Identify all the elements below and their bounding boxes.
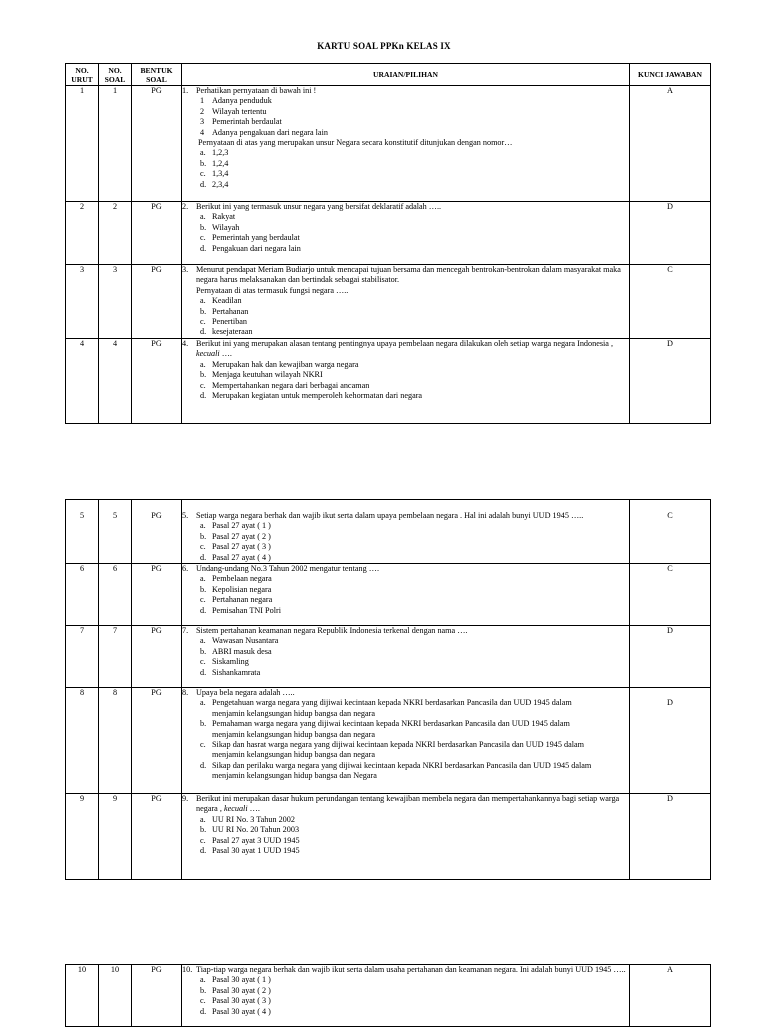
question-cell — [182, 86, 630, 202]
option-item-cont: menjamin kelangsungan hidup bangsa dan negara — [212, 750, 376, 760]
option-item: d. 2,3,4 — [200, 179, 229, 189]
question-text: Perhatikan pernyataan di bawah ini ! — [196, 86, 317, 95]
no-soal-cell: 7 — [99, 626, 132, 688]
option-item: a. Pembelaan negara — [200, 574, 272, 584]
option-item: c. Pasal 27 ayat 3 UUD 1945 — [200, 835, 300, 845]
option-item: d. Merupakan kegiatan untuk memperoleh kehormatan dari negara — [200, 391, 423, 401]
question-text: Undang-undang No.3 Tahun 2002 mengatur tentang …. — [196, 564, 380, 574]
no-urut-cell: 1 — [66, 86, 99, 202]
no-urut-cell: 3 — [66, 265, 99, 339]
option-item: d. Pasal 30 ayat ( 4 ) — [200, 1006, 271, 1016]
option-item: c. 1,3,4 — [200, 169, 229, 179]
question-note: Pernyataan di atas yang merupakan unsur Negara secara konstitutif ditunjukan dengan nomor… — [198, 138, 513, 148]
statement-item: 4 Adanya pengakuan dari negara lain — [200, 127, 328, 137]
question-cell: 4. Berikut ini yang merupakan alasan tentang pentingnya upaya pembelaan negara dilakukan oleh setiap warga negara Indonesia , kecuali …. a. Merupakan hak dan kewajiban warga negara b. Menjaga keutuhan wilayah NKRI c. Mempertahankan negara dari berbagai ancaman d. Merupakan kegiatan untuk memperoleh kehormatan dari negara — [182, 339, 630, 424]
no-soal-cell: 10 — [99, 965, 132, 1027]
option-item-cont: menjamin kelangsungan hidup bangsa dan negara — [212, 708, 376, 718]
no-urut-cell: 8 — [66, 688, 99, 794]
option-item: a. Merupakan hak dan kewajiban warga negara — [200, 359, 359, 369]
question-number: 5. — [182, 511, 189, 520]
bentuk-soal-cell: PG — [132, 965, 182, 1027]
no-urut-cell: 6 — [66, 564, 99, 626]
table-row — [66, 202, 711, 265]
question-text: Upaya bela negara adalah ….. — [196, 688, 295, 698]
question-text: Setiap warga negara berhak dan wajib ikut serta dalam upaya pembelaan negara . Hal ini adalah bunyi UUD 1945 ….. — [196, 511, 584, 520]
no-soal-cell: 1 — [99, 86, 132, 202]
answer-key-cell: C — [630, 500, 711, 564]
no-urut-cell: 10 — [66, 965, 99, 1027]
question-text: Berikut ini merupakan dasar hukum perundangan tentang kewajiban membela negara dan mempertahankannya bagi setiap warga negara , — [196, 794, 620, 814]
option-item: d. Sikap dan perilaku warga negara yang dijiwai kecintaan kepada NKRI berdasarkan Pancasila dan UUD 1945 dalam — [200, 760, 592, 770]
answer-key-cell: D — [630, 339, 711, 424]
option-item: c. Pemerintah yang berdaulat — [200, 233, 300, 243]
header-no-urut: NO. URUT — [66, 64, 99, 86]
option-item: d. Pasal 27 ayat ( 4 ) — [200, 552, 271, 562]
option-item: a. 1,2,3 — [200, 148, 229, 158]
option-item: d. Pengakuan dari negara lain — [200, 243, 301, 253]
no-urut-cell: 2 — [66, 202, 99, 265]
no-urut-cell: 9 — [66, 794, 99, 880]
no-urut-cell: 7 — [66, 626, 99, 688]
no-soal-cell: 3 — [99, 265, 132, 339]
question-number: 3. — [182, 265, 189, 274]
option-item: b. Wilayah — [200, 222, 240, 232]
option-item: b. Kepolisian negara — [200, 584, 272, 594]
bentuk-soal-cell: PG — [132, 86, 182, 202]
question-text: Menurut pendapat Meriam Budiarjo untuk mencapai tujuan bersama dan mencegah bentrokan-bentrokan dalam masyarakat maka negara harus melaksanakan dan bertindak sebagai stabilisator. — [196, 265, 621, 285]
no-soal-cell: 9 — [99, 794, 132, 880]
option-item: b. Pertahanan — [200, 306, 249, 316]
question-number: 1. — [182, 86, 189, 95]
option-item: c. Penertiban — [200, 317, 248, 327]
table-row — [66, 688, 711, 794]
statement-item: 2 Wilayah tertentu — [200, 106, 267, 116]
option-item-cont: menjamin kelangsungan hidup bangsa dan Negara — [212, 771, 377, 781]
question-number: 7. — [182, 626, 189, 636]
question-cell: 9. Berikut ini merupakan dasar hukum perundangan tentang kewajiban membela negara dan mempertahankannya bagi setiap warga negara , kecuali …. a. UU RI No. 3 Tahun 2002 b. UU RI No. 20 Tahun 2003 c. Pasal 27 ayat 3 UUD 1945 d. Pasal 30 ayat 1 UUD 1945 — [182, 794, 630, 880]
option-item: b. 1,2,4 — [200, 158, 229, 168]
question-cell — [182, 500, 630, 564]
question-table-2 — [65, 499, 711, 880]
option-item: a. UU RI No. 3 Tahun 2002 — [200, 814, 295, 824]
table-row — [66, 265, 711, 339]
table-row — [66, 339, 711, 424]
option-item: a. Keadilan — [200, 296, 242, 306]
option-item: d. Sishankamrata — [200, 667, 261, 677]
answer-key-cell: C — [630, 564, 711, 626]
header-kunci: KUNCI JAWABAN — [630, 64, 711, 86]
question-cell — [182, 202, 630, 265]
question-number: 2. — [182, 202, 189, 211]
no-urut-cell: 5 — [66, 500, 99, 564]
question-emphasis: kecuali — [196, 349, 220, 359]
option-item: a. Pasal 30 ayat ( 1 ) — [200, 975, 271, 985]
question-text: Berikut ini yang termasuk unsur negara yang bersifat deklaratif adalah ….. — [196, 202, 442, 211]
option-item: b. Pemahaman warga negara yang dijiwai kecintaan kepada NKRI berdasarkan Pancasila dan UUD 1945 dalam — [200, 719, 570, 729]
bentuk-soal-cell: PG — [132, 794, 182, 880]
question-cell — [182, 626, 630, 688]
option-item: c. Mempertahankan negara dari berbagai ancaman — [200, 380, 370, 390]
answer-key-cell: A — [630, 965, 711, 1027]
question-cell — [182, 688, 630, 794]
table-row — [66, 626, 711, 688]
bentuk-soal-cell: PG — [132, 339, 182, 424]
answer-key-cell: D — [630, 626, 711, 688]
bentuk-soal-cell: PG — [132, 564, 182, 626]
answer-key-cell: D — [630, 202, 711, 265]
header-no-soal: NO. SOAL — [99, 64, 132, 86]
no-soal-cell: 4 — [99, 339, 132, 424]
option-item: b. ABRI masuk desa — [200, 646, 272, 656]
answer-key-cell: D — [630, 688, 711, 794]
question-number: 10. — [182, 965, 193, 974]
question-text: Tiap-tiap warga negara berhak dan wajib ikut serta dalam usaha pertahanan dan keamanan negara. Ini adalah bunyi UUD 1945 ….. — [196, 965, 626, 974]
option-item: a. Wawasan Nusantara — [200, 636, 279, 646]
question-number: 8. — [182, 688, 189, 698]
bentuk-soal-cell: PG — [132, 688, 182, 794]
question-cell — [182, 965, 630, 1027]
answer-key-cell: D — [630, 794, 711, 880]
question-number: 4. — [182, 339, 189, 348]
question-text: Sistem pertahanan keamanan negara Republik Indonesia terkenal dengan nama …. — [196, 626, 468, 636]
header-uraian: URAIAN/PILIHAN — [182, 64, 630, 86]
option-item: b. Pasal 30 ayat ( 2 ) — [200, 985, 271, 995]
option-item: c. Siskamling — [200, 657, 249, 667]
question-table-1 — [65, 63, 711, 424]
bentuk-soal-cell: PG — [132, 500, 182, 564]
no-soal-cell: 5 — [99, 500, 132, 564]
statement-item: 3 Pemerintah berdaulat — [200, 117, 282, 127]
question-emphasis: kecuali — [223, 804, 248, 814]
option-item: b. Pasal 27 ayat ( 2 ) — [200, 531, 271, 541]
option-item: b. UU RI No. 20 Tahun 2003 — [200, 825, 300, 835]
bentuk-soal-cell: PG — [132, 202, 182, 265]
table-row — [66, 86, 711, 202]
option-item: a. Pengetahuan warga negara yang dijiwai kecintaan kepada NKRI berdasarkan Pancasila dan UUD 1945 dalam — [200, 698, 572, 708]
no-urut-cell: 4 — [66, 339, 99, 424]
option-item: d. Pasal 30 ayat 1 UUD 1945 — [200, 846, 300, 856]
bentuk-soal-cell: PG — [132, 265, 182, 339]
option-item: a. Pasal 27 ayat ( 1 ) — [200, 521, 271, 531]
header-bentuk-soal: BENTUK SOAL — [132, 64, 182, 86]
no-soal-cell: 8 — [99, 688, 132, 794]
option-item: b. Menjaga keutuhan wilayah NKRI — [200, 370, 323, 380]
option-item: c. Pasal 27 ayat ( 3 ) — [200, 542, 271, 552]
option-item: d. Pemisahan TNI Polri — [200, 605, 281, 615]
option-item-cont: menjamin kelangsungan hidup bangsa dan negara — [212, 729, 376, 739]
option-item: a. Rakyat — [200, 212, 236, 222]
no-soal-cell: 2 — [99, 202, 132, 265]
question-number: 9. — [182, 794, 189, 804]
question-text: Berikut ini yang merupakan alasan tentang pentingnya upaya pembelaan negara dilakukan oleh setiap warga negara Indonesia , — [196, 339, 614, 348]
option-item: c. Pertahanan negara — [200, 595, 273, 605]
option-item: c. Sikap dan hasrat warga negara yang dijiwai kecintaan kepada NKRI berdasarkan Pancasila dan UUD 1945 dalam — [200, 740, 585, 750]
answer-key-cell: C — [630, 265, 711, 339]
answer-key-cell: A — [630, 86, 711, 202]
table-row — [66, 794, 711, 880]
option-item: d. kesejateraan — [200, 327, 253, 337]
option-item: c. Pasal 30 ayat ( 3 ) — [200, 996, 271, 1006]
table-row — [66, 965, 711, 1027]
question-text-2: Pernyataan di atas termasuk fungsi negara ….. — [196, 285, 349, 295]
question-number: 6. — [182, 564, 189, 574]
statement-item: 1 Adanya penduduk — [200, 96, 272, 106]
question-cell — [182, 265, 630, 339]
question-table-3 — [65, 964, 711, 1027]
table-row — [66, 500, 711, 564]
page-title: KARTU SOAL PPKn KELAS IX — [317, 41, 451, 51]
bentuk-soal-cell: PG — [132, 626, 182, 688]
table-row — [66, 564, 711, 626]
question-cell — [182, 564, 630, 626]
no-soal-cell: 6 — [99, 564, 132, 626]
